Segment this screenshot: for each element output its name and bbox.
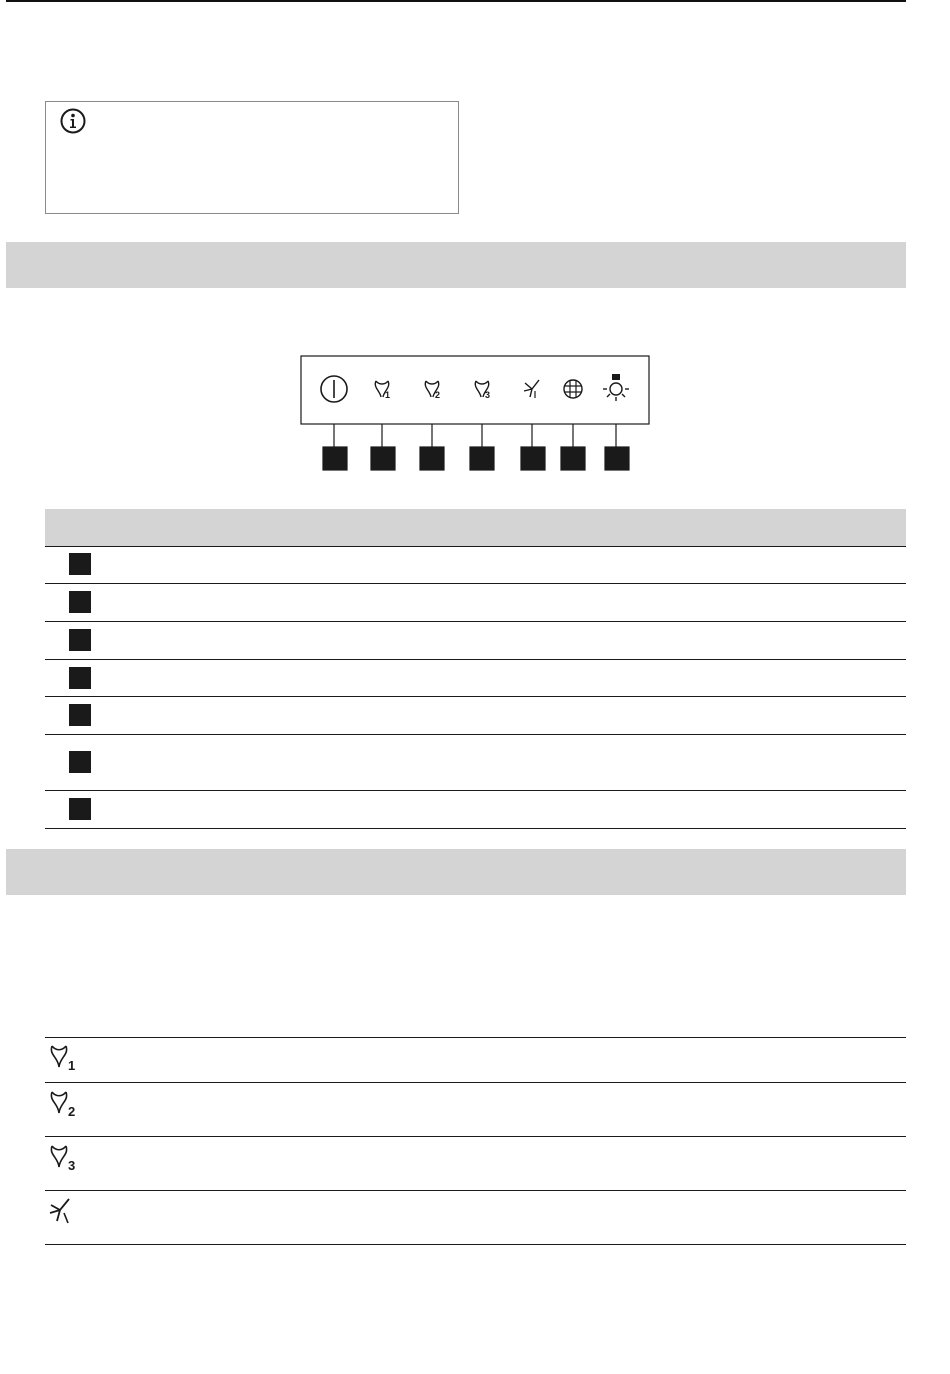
row-marker xyxy=(69,553,91,575)
table-row-divider xyxy=(45,734,906,735)
table-row-divider xyxy=(45,546,906,547)
table-row-divider xyxy=(45,583,906,584)
callout-marker xyxy=(470,447,494,470)
svg-text:2: 2 xyxy=(68,1104,76,1119)
table-row-divider xyxy=(45,659,906,660)
table-row-divider xyxy=(45,1082,906,1083)
svg-text:3: 3 xyxy=(485,390,491,400)
top-rule xyxy=(6,0,906,2)
info-note-box xyxy=(45,101,459,214)
fan-intensive-icon xyxy=(48,1197,82,1227)
svg-text:2: 2 xyxy=(435,390,441,400)
table-row-divider xyxy=(45,1136,906,1137)
row-marker xyxy=(69,591,91,613)
fan-speed-1-icon xyxy=(48,1043,82,1073)
svg-text:3: 3 xyxy=(68,1158,76,1173)
svg-text:1: 1 xyxy=(68,1058,76,1073)
fan-speed-2-icon xyxy=(48,1089,82,1119)
section-heading-bar xyxy=(6,242,906,288)
row-marker xyxy=(69,798,91,820)
callout-markers xyxy=(323,424,629,470)
row-marker xyxy=(69,704,91,726)
table-row-divider xyxy=(45,828,906,829)
fan-speed-3-icon xyxy=(48,1143,82,1173)
info-icon xyxy=(60,108,86,134)
callout-marker xyxy=(420,447,444,470)
callout-marker xyxy=(371,447,395,470)
row-marker xyxy=(69,629,91,651)
callout-marker xyxy=(605,447,629,470)
table-row-divider xyxy=(45,1037,906,1038)
row-marker xyxy=(69,751,91,773)
callout-marker xyxy=(561,447,585,470)
callout-marker xyxy=(323,447,347,470)
table-row-divider xyxy=(45,790,906,791)
table-row-divider xyxy=(45,696,906,697)
table-row-divider xyxy=(45,1190,906,1191)
table-row-divider xyxy=(45,621,906,622)
table-row-divider xyxy=(45,1244,906,1245)
control-panel-diagram xyxy=(300,355,652,475)
svg-text:1: 1 xyxy=(385,390,391,400)
row-marker xyxy=(69,667,91,689)
panel-table-header xyxy=(45,509,906,546)
callout-marker xyxy=(521,447,545,470)
section-heading-bar xyxy=(6,849,906,895)
